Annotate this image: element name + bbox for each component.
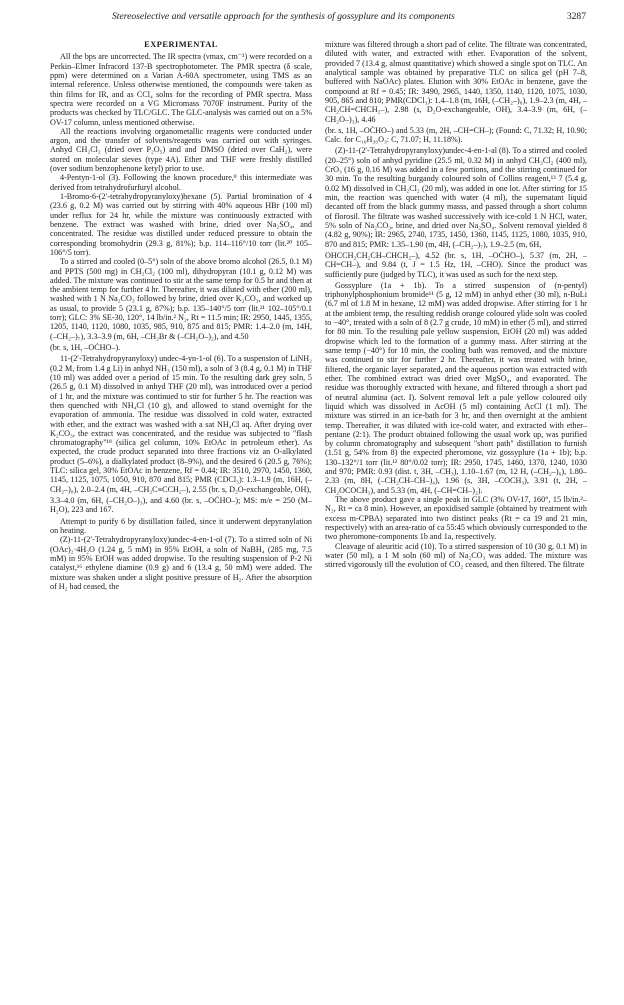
formula-line: (br. s, 1H, –OĊHO–) and 5.33 (m, 2H, –CH=CH–); (Found: C, 71.32; H, 10.90; Calc. for C₁₆H₃₀O₃: C, 71.07; H, 11.18%). [325, 125, 587, 145]
paragraph: Cleavage of aleuritic acid (10). To a stirred suspension of 10 (30 g, 0.1 M) in water (50 ml), a 1 M soln (60 ml) of Na₂CO₃ was added. The mixture was stirred vigorously till the evolution of CO₂ ceased, and then filtered. The filtrate [325, 541, 587, 570]
paragraph: mixture was filtered through a short pad of celite. The filtrate was concentrated, diluted with water, and extracted with ether. Evaporation of the solvent, provided 7 (13.4 g, almost quantitative) which showed a single spot on TLC. An analytical sample was obtained by preparative TLC on silica gel (pH 7–8, buffered with NaOAc) plates. Elution with 30% EtOAc in benzene, gave the compound at Rf = 0.45; IR: 3490, 2965, 1440, 1350, 1140, 1120, 1075, 1030, 905, 865 and 810; PMR(CDCl₃): 1.4–1.8 (m, 16H, (–CH₂–)₈), 1.9–2.3 (m, 4H, –CH₂CH=CHCH₂–), 2.98 (s, D₂O-exchangeable, OH), 3.4–3.9 (m, 6H, (–CH₂O–)₃), 4.46 [325, 40, 587, 124]
formula-line: OHCCH₂CH₂CH–CHCH₂–), 4.52 (br. s, 1H, –OĊHO–), 5.37 (m, 2H, –CH=CH–), and 9.84 (t, J = 1.5 Hz, 1H, –CHO). Since the product was sufficiently pure (judged by TLC), it was used as such for the next step. [325, 250, 587, 279]
section-heading: EXPERIMENTAL [144, 40, 218, 49]
paragraph: 11-(2′-Tetrahydropyranyloxy) undec-4-yn-1-ol (6). To a suspension of LiNH₂ (0.2 M, from 1.4 g Li) in anhyd NH₃ (150 ml), a soln of 3 (8.4 g, 0.1 M) in THF (10 ml) was added over a period of 15 min. To the resulting dark grey soln, 5 (26.5 g, 0.1 M) dissolved in anhyd THF (20 ml), was introduced over a period of 1 hr, and the mixture was continued to stir for further 5 hr. The reaction was then quenched with NH₄Cl (10 g), and allowed to stand overnight for the evaporation of ammonia. The residue was dissolved in cold water, extracted with ether, and the extract was washed with a sat NH₄Cl aq. After drying over K₂CO₃, the extract was concentrated, and the residue was subjected to "flash chromatography"¹⁸ (silica gel column, 10% EtOAc in petroleum ether). As expected, the crude product separated into three fractions viz an O-alkylated product (5–6%), a dialkylated product (8–9%), and the desired 6 (20.5 g, 76%); TLC: silica gel, 30% EtOAc in benzene, Rf = 0.44; IR: 3510, 2970, 1450, 1360, 1145, 1125, 1075, 1050, 910, 870 and 815; PMR (CDCl₃): 1.3–1.9 (m, 16H, (–CH₂–)₈), 2.0–2.4 (m, 4H, –CH₂C≡CCH₂–), 2.55 (br. s, D₂O-exchangeable, OH), [50, 354, 312, 494]
left-column [50, 40, 312, 591]
page-number: 3287 [566, 11, 586, 22]
formula-line: 3.3–4.0 (m, 6H, (–CH₂O–)₃), and 4.60 (br. s, –OĊHO–); MS: m/e = 250 (M–H₂O), 223 and 167. [50, 496, 312, 515]
paragraph: (Z)-11-(2′-Tetrahydropyranyloxy)undec-4-en-1-ol (7). To a stirred soln of Ni (OAc)₂·4H₂O (1.24 g, 5 mM) in 95% EtOH, a soln of NaBH₄ (285 mg, 7.5 mM) in 95% EtOH was added dropwise. To the resulting suspension of P-2 Ni catalyst,¹⁶ ethylene diamine (0.9 g) and 6 (13.4 g, 50 mM) were added. The mixture was shaken under a slight positive pressure of H₂. After the absorption of H₂ had ceased, the [50, 535, 312, 591]
paragraph: All the bps are uncorrected. The IR spectra (νmax, cm⁻¹) were recorded on a Perkin–Elmer Infracord 137-B spectrophotometer. The PMR spectra (δ scale, ppm) were determined on a Varian A-60A spectrometer, using TMS as an internal reference. Unless otherwise mentioned, the compounds were taken as thin films for IR, and as CCl₄ solns for the recording of PMR spectra. Mass spectra were recorded on a VG Micromass 7070F instrument. Purity of the products was checked by TLC/GLC. The GLC-analysis was carried out on a 5% OV-17 column, unless mentioned otherwise. [50, 52, 312, 127]
paragraph: 4-Pentyn-1-ol (3). Following the known procedure,⁸ this intermediate was derived from tetrahydrofurfuryl alcohol. [50, 173, 312, 192]
paragraph: To a stirred and cooled (0–5°) soln of the above bromo alcohol (26.5, 0.1 M) and PPTS (500 mg) in CH₂Cl₂ (100 ml), dihydropyran (10.1 g, 0.12 M) was added. The mixture was continued to stir at the same temp for 0.5 hr and then at the ambient temp for further 4 hr. Thereafter, it was diluted with ether (200 ml), washed with 1 N Na₂CO₃ followed by brine, dried over K₂CO₃, and worked up as usual, to provide 5 (23.1 g, 87%); b.p. 135–140°/5 torr (lit.²¹ 102–105°/0.1 torr); GLC: 3% SE-30, 120°, 14 lb/in.² N₂, Rt = 11.5 min; IR: 2950, 1445, 1355, 1205, 1140, 1120, 1080, 1035, 985, 910, 875 and 815; PMR: 1.4–2.0 (m, 14H, (–CH₂–)₇), 3.3–3.9 (m, 6H, –CH₂Br & (–CH₂O–)₂), and 4.50 [50, 257, 312, 341]
running-title: Stereoselective and versatile approach for the synthesis of gossyplure and its components [112, 11, 455, 22]
paragraph: 1-Bromo-6-(2′-tetrahydropyranyloxy)hexane (5). Partial bromination of 4 (23.6 g, 0.2 M) was carried out by stirring with 40% aqueous HBr (100 ml) under reflux for 24 hr, while the mixture was continuously extracted with benzene. The extract was washed with brine, dried over Na₂SO₄, and concentrated. The residue was distilled under reduced pressure to obtain the corresponding bromohydrin (29.3 g, 81%); b.p. 114–116°/10 torr (lit.²⁰ 105–106°/5 torr). [50, 192, 312, 257]
paragraph: Gossyplure (1a + 1b). To a stirred suspension of (n-pentyl) triphonylphosphonium bromide¹¹ (5 g, 12 mM) in anhyd ether (30 ml), n-BuLi (6.7 ml of 1.8 M in hexane, 12 mM) was added dropwise. After stirring for 1 hr at the ambient temp, the resulting reddish orange coloured ylide soln was cooled to −40°, treated with a soln of 8 (2.7 g crude, 10 mM) in ether (5 ml), and stirred for 80 min. To the resulting pale yellow suspension, EtOH (20 ml) was added dropwise which led to the formation of a gummy mass. After stirring at the same temp (−40°) for 10 min, the cooling bath was removed, and the mixture was continued to stir for further 2 hr. Thereafter, it was treated with brine, filtered, the organic layer separated, and the aqueous portion was extracted with ether. The combined extract was dried over MgSO₄, and evaporated. The residue was thoroughly extracted with hexane, and filtered through a short pad of neutral alumina (act. I). Solvent removal left a pale yellow coloured oily liquid which was dissolved in AcOH (5 ml) containing AcCl (1 ml). The mixture was stirred in an ice-bath for 3 hr, and then overnight at the ambient temp. Thereafter, it was diluted with ice-cold water, and extracted with ether–pentane (2:1). The product obtained following the usual work up, was purified by column chromatography and subsequent "short path" distillation to furnish (1.51 g, 54% from 8) the expected pheromone, viz gossyplure (1a + 1b); b.p. 130–132°/1 torr (lit.¹² 80°/0.02 torr); IR: 2950, 1745, 1460, 1370, 1240, 1030 and 970; PMR: 0.93 (dist. t, 3H, –CH₃), 1.10–1.67 (m, 12 H, (–CH₂–)₆), 1.80–2.33 (m, 8H, (–CH₂CH–CH–)₄), 1.96 (s, 3H, –COCH₃), 3.91 (t, 2H, –CH₂OCOCH₃), and 5.33 (m, 4H, (–CH=CH–)₂). [325, 280, 587, 495]
paragraph: Attempt to purify 6 by distillation failed, since it underwent depyranylation on heating. [50, 516, 312, 535]
paragraph: All the reactions involving organometallic reagents were conducted under argon, and the transfer of solvents/reagents was carried out with syringes. Anhyd CH₂Cl₂ (dried over P₂O₅) and and DMSO (dried over CaH₂), were stored on molecular sieves (type 4A). Ether and THF were freshly distilled (over sodium benzophenone ketyl) prior to use. [50, 126, 312, 174]
paragraph: The above product gave a single peak in GLC (3% OV-17, 160°, 15 lb/in.²–N₂, Rt = ca 8 min). However, an epoxidised sample (obtained by treatment with excess m-CPBA) separated into two distinct peaks (Rt = ca 19 and 21 min, respectively) with an area-ratio of ca 55:45 which obviously corresponded to the two pheromone-components 1b and 1a, respectively. [325, 495, 587, 542]
paragraph: (Z)-11-(2′-Tetrahydropyranyloxy)undec-4-en-1-al (8). To a stirred and cooled (20–25°) soln of anhyd pyridine (25.5 ml, 0.32 M) in anhyd CH₂Cl₂ (400 ml), CrO₃ (16 g, 0.16 M) was added in a few portions, and the stirring continued for 30 min. To the resulting burgandy coloured soln of Collins reagent,¹³ 7 (5.4 g, 0.02 M) dissolved in CH₂Cl₂ (20 ml), was added in one lot. After stirring for 15 min, the reaction was quenched with water (4 ml), the supernatant liquid decanted off from the black gummy masss, and passed through a short column of florosil. The filtrate was washed successively with ice-cold 1 N HCl, water, 5% soln of Na₂CO₃, brine, and dried over Na₂SO₄. Solvent removal yielded 8 (4.82 g, 90%); IR: 2965, 2740, 1735, 1450, 1360, 1145, 1125, 1080, 1035, 910, 870 and 815; PMR: 1.35–1.90 (m, 4H, (–CH₂–)₇), 1.9–2.5 (m, 6H, [325, 146, 587, 249]
running-header [50, 11, 586, 25]
right-column [325, 40, 587, 570]
formula-line: (br. s, 1H, –OĊHO–). [50, 343, 121, 352]
